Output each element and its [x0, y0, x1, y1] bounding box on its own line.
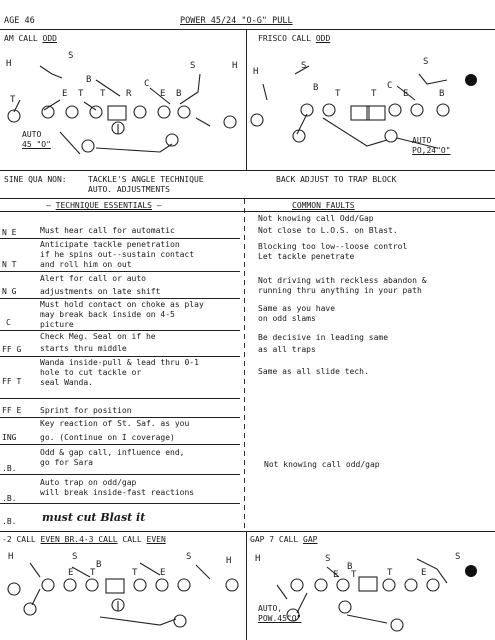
- table-row-tech: Check Meg. Seal on if he: [40, 332, 156, 341]
- table-row-tech: Key reaction of St. Saf. as you: [40, 419, 190, 428]
- table-row-tech: starts thru middle: [40, 344, 127, 353]
- table-row-tech: hole to cut tackle or: [40, 368, 142, 377]
- table-row-pos: .B.: [2, 464, 17, 473]
- left-diagram-letter-t2: T: [100, 89, 106, 99]
- bottom-right-letter-s: S: [325, 554, 331, 564]
- bottom-left-letter-h: H: [8, 552, 14, 562]
- table-bottom-rule: [0, 531, 495, 532]
- right-diagram-letter-b: B: [313, 83, 319, 93]
- column-divider: [244, 199, 245, 531]
- table-row-pos: .B.: [2, 517, 17, 526]
- table-row-fault: Not driving with reckless abandon &: [258, 276, 427, 285]
- sine-qua-non-left-2: AUTO. ADJUSTMENTS: [88, 185, 170, 194]
- bottom-left-letter-b: B: [96, 560, 102, 570]
- table-row-tech: may break back inside on 4-5: [40, 310, 175, 319]
- table-row-tech: go. (Continue on I coverage): [40, 433, 175, 442]
- right-auto-label: AUTO: [412, 136, 432, 145]
- table-row-tech: Must hold contact on choke as play: [40, 300, 204, 309]
- table-row-pos: N G: [2, 287, 17, 296]
- table-row-pos: FF E: [2, 406, 22, 415]
- left-diagram-letter-b: B: [86, 75, 92, 85]
- bottom-right-auto-value: POW.45"O": [258, 614, 302, 623]
- bottom-right-letter-e2: E: [421, 568, 427, 578]
- left-diagram-letter-e2: E: [160, 89, 166, 99]
- table-row-tech: Odd & gap call, influence end,: [40, 448, 185, 457]
- table-row-tech: adjustments on late shift: [40, 287, 161, 296]
- bottom-left-letter-t2: T: [132, 568, 138, 578]
- table-row-pos: .B.: [2, 494, 17, 503]
- right-diagram-letter-b2: B: [439, 89, 445, 99]
- row-rule: [0, 356, 240, 357]
- bottom-left-play-diagram: [0, 545, 246, 640]
- row-rule: [0, 474, 240, 475]
- table-row-tech: will break inside-fast reactions: [40, 488, 195, 497]
- row-rule: [0, 398, 240, 399]
- bottom-right-letter-t2: T: [387, 568, 393, 578]
- table-row-fault: running thru anything in your path: [258, 286, 422, 295]
- left-diagram-letter-e: E: [62, 89, 68, 99]
- bottom-left-letter-t: T: [90, 568, 96, 578]
- bottom-right-letter-e: E: [333, 570, 339, 580]
- table-row-tech: Sprint for position: [40, 406, 132, 415]
- table-header-rule: [0, 211, 495, 212]
- bottom-left-letter-e2: E: [160, 568, 166, 578]
- left-call-label: AM CALL ODD: [4, 34, 57, 43]
- top-fault: Not knowing call Odd/Gap: [258, 214, 374, 223]
- table-row-fault: Not close to L.O.S. on Blast.: [258, 226, 398, 235]
- table-row-fault: Same as all slide tech.: [258, 367, 369, 376]
- bottom-left-letter-h2: H: [226, 556, 232, 566]
- sine-top-rule: [0, 170, 495, 171]
- table-row-pos: N T: [2, 260, 17, 269]
- left-diagram-letter-r: R: [126, 89, 132, 99]
- right-diagram-letter-h: H: [253, 67, 259, 77]
- left-play-diagram: [0, 44, 246, 170]
- row-rule: [0, 444, 240, 445]
- right-call-label: FRISCO CALL ODD: [258, 34, 331, 43]
- table-row-tech: Must hear call for automatic: [40, 226, 175, 235]
- left-diagram-letter-c: C: [144, 79, 150, 89]
- table-row-tech: seal Wanda.: [40, 378, 93, 387]
- bottom-right-letter-s2: S: [455, 552, 461, 562]
- table-row-tech: Anticipate tackle penetration: [40, 240, 180, 249]
- right-diagram-letter-t2: T: [371, 89, 377, 99]
- right-diagram-letter-s: S: [301, 61, 307, 71]
- table-row-pos: N E: [2, 228, 17, 237]
- left-diagram-letter-h2: H: [232, 61, 238, 71]
- table-row-fault: on odd slams: [258, 314, 316, 323]
- bottom-right-call-label: GAP 7 CALL GAP: [250, 535, 318, 544]
- left-auto-label: AUTO: [22, 130, 42, 139]
- row-rule: [0, 417, 240, 418]
- table-row-pos: C: [6, 318, 11, 327]
- header-rule: [0, 29, 495, 30]
- table-row-fault: Let tackle penetrate: [258, 252, 355, 261]
- table-row-tech: go for Sara: [40, 458, 93, 467]
- right-diagram-letter-e: E: [403, 89, 409, 99]
- bottom-right-play-diagram: [247, 545, 495, 640]
- page-number: AGE 46: [4, 16, 35, 26]
- bottom-right-letter-b: B: [347, 562, 353, 572]
- sine-qua-non-left-1: TACKLE'S ANGLE TECHNIQUE: [88, 175, 204, 184]
- table-row-fault: as all traps: [258, 345, 316, 354]
- page-title: POWER 45/24 "O-G" PULL: [180, 16, 293, 26]
- technique-header: — TECHNIQUE ESSENTIALS —: [46, 201, 162, 210]
- bottom-right-letter-h: H: [255, 554, 261, 564]
- table-row-tech: Wanda inside-pull & lead thru 0-1: [40, 358, 199, 367]
- sine-qua-non-right: BACK ADJUST TO TRAP BLOCK: [276, 175, 397, 184]
- row-rule: [0, 330, 240, 331]
- bottom-right-auto-label: AUTO,: [258, 604, 283, 613]
- bottom-left-letter-e: E: [68, 568, 74, 578]
- left-diagram-letter-s2: S: [190, 61, 196, 71]
- left-diagram-letter-b2: B: [176, 89, 182, 99]
- table-row-pos: ING: [2, 433, 17, 442]
- faults-header: COMMON FAULTS: [292, 201, 355, 210]
- bottom-right-letter-t: T: [351, 570, 357, 580]
- handwritten-note: must cut Blast it: [42, 511, 146, 524]
- table-row-tech: picture: [40, 320, 74, 329]
- table-row-fault: Blocking too low--loose control: [258, 242, 408, 251]
- left-diagram-letter-h: H: [6, 59, 12, 69]
- left-auto-value: 45 "O": [22, 140, 51, 149]
- table-row-tech: Auto trap on odd/gap: [40, 478, 137, 487]
- sine-bottom-rule: [0, 198, 495, 199]
- left-diagram-letter-s: S: [68, 51, 74, 61]
- right-play-diagram: [247, 44, 495, 170]
- table-row-tech: if he spins out--sustain contact: [40, 250, 195, 259]
- right-diagram-letter-t: T: [335, 89, 341, 99]
- row-rule: [0, 271, 240, 272]
- row-rule: [0, 298, 240, 299]
- bottom-left-letter-s2: S: [186, 552, 192, 562]
- bottom-left-call-label: -2 CALL EVEN BR.4-3 CALL CALL EVEN: [2, 535, 166, 544]
- right-diagram-letter-c: C: [387, 81, 393, 91]
- sine-qua-non-label: SINE QUA NON:: [4, 175, 67, 184]
- table-row-fault: Same as you have: [258, 304, 336, 313]
- bottom-left-letter-s: S: [72, 552, 78, 562]
- table-row-fault: Not knowing call odd/gap: [264, 460, 380, 469]
- right-auto-value: PO,24"O": [412, 146, 451, 155]
- table-row-pos: FF G: [2, 345, 22, 354]
- left-diagram-letter-t3: T: [10, 95, 16, 105]
- table-row-tech: and roll him on out: [40, 260, 132, 269]
- left-diagram-letter-t: T: [78, 89, 84, 99]
- right-diagram-letter-s2: S: [423, 57, 429, 67]
- row-rule: [0, 503, 240, 504]
- table-row-pos: FF T: [2, 377, 22, 386]
- table-row-tech: Alert for call or auto: [40, 274, 146, 283]
- row-rule: [0, 238, 240, 239]
- table-row-fault: Be decisive in leading same: [258, 333, 389, 342]
